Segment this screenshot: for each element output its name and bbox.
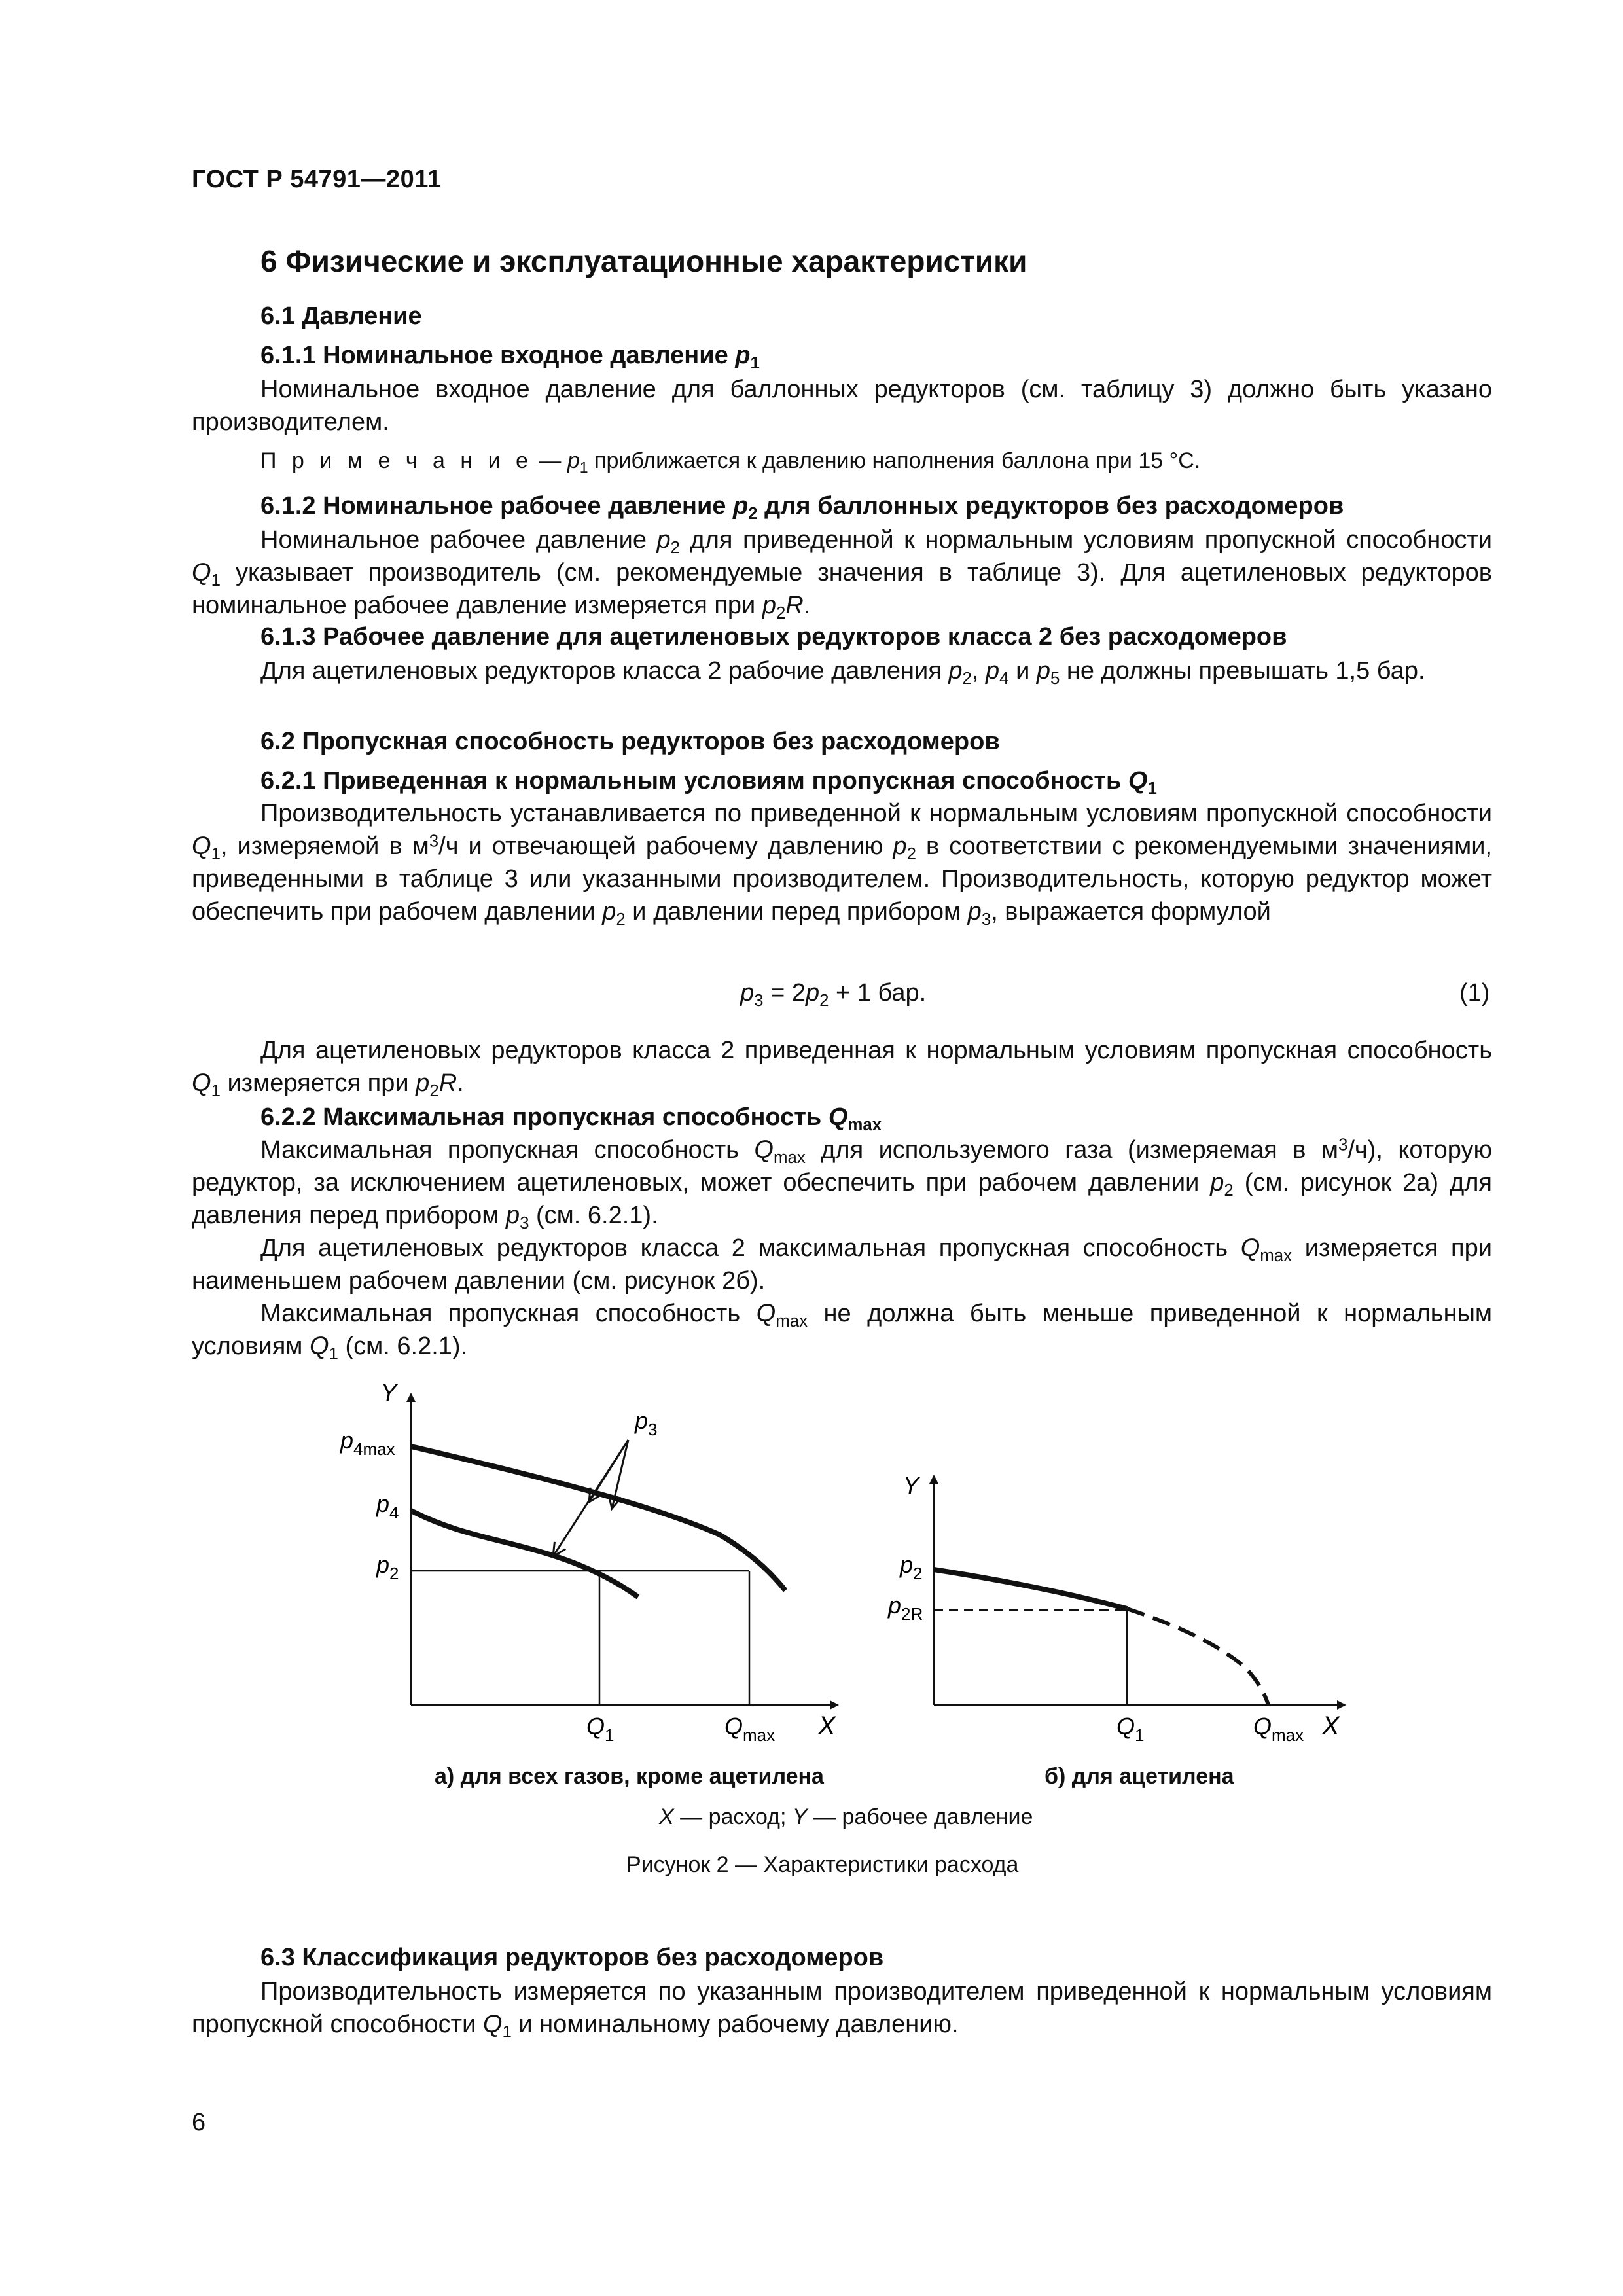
paragraph-6-2-2-c: Максимальная пропускная способность $Q_{max}$ не должна быть меньше приведенной к нормальным условиям $Q_1$ (см. 6.2.1). xyxy=(192,1300,1493,1363)
diagram-a-p3-label: $p_3$ xyxy=(635,1407,658,1439)
subsection-6-2-title: 6.2 Пропускная способность редукторов без расходомеров xyxy=(260,728,1000,755)
diagram-a-x-label: X xyxy=(818,1712,836,1740)
diagram-b-caption: б) для ацетилена xyxy=(1044,1764,1234,1789)
paragraph-6-1-1: Номинальное входное давление для баллонных редукторов (см. таблицу 3) должно быть указано производителем. xyxy=(192,376,1492,436)
subsection-6-1-2-title: 6.1.2 Номинальное рабочее давление $p_2$ для баллонных редукторов без расходомеров xyxy=(260,492,1344,523)
document-header: ГОСТ Р 54791—2011 xyxy=(192,166,442,193)
diagram-a-curve-p4max xyxy=(411,1446,785,1590)
formula-number: (1) xyxy=(1459,979,1490,1007)
diagram-b-curve-dashed xyxy=(1127,1609,1268,1705)
diagram-a-caption: а) для всех газов, кроме ацетилена xyxy=(435,1764,824,1789)
paragraph-6-2-2-a: Максимальная пропускная способность $Q_{max}$ для используемого газа (измеряемая в $м^3/ч$), которую редуктор, за исключением ацетиленовых, может обеспечить при рабочем давлении $p_2$ (см. рисунок 2а) для давления перед прибором $p_3$ (см. 6.2.1). xyxy=(192,1136,1493,1232)
diagram-b-qmax-label: $Q_{max}$ xyxy=(1253,1713,1304,1745)
diagram-b-x-label: X xyxy=(1322,1712,1340,1740)
diagram-b xyxy=(887,1472,1345,1745)
paragraph-6-2-2-b: Для ацетиленовых редукторов класса 2 максимальная пропускная способность $Q_{max}$ измеряется при наименьшем рабочем давлении (см. рисунок 2б). xyxy=(192,1234,1492,1295)
diagram-b-p2-label: $p_2$ xyxy=(900,1551,923,1583)
subsection-6-1-title: 6.1 Давление xyxy=(260,302,422,330)
subsection-6-2-1-title: 6.2.1 Приведенная к нормальным условиям пропускная способность $Q_1$ xyxy=(260,767,1157,798)
diagram-a-p2-label: $p_2$ xyxy=(376,1551,399,1583)
figure-title: Рисунок 2 — Характеристики расхода xyxy=(626,1852,1019,1877)
subsection-6-1-1-title: 6.1.1 Номинальное входное давление $p_1$ xyxy=(260,342,760,372)
diagram-b-y-label: Y xyxy=(903,1472,919,1499)
diagram-b-curve-solid xyxy=(934,1570,1127,1609)
subsection-6-1-3-title: 6.1.3 Рабочее давление для ацетиленовых редукторов класса 2 без расходомеров xyxy=(260,623,1287,651)
paragraph-6-2-1: Производительность устанавливается по приведенной к нормальным условиям пропускной способности $Q_1$, измеряемой в $м^3/ч$ и отвечающей рабочему давлению $p_2$ в соответствии с рекомендуемыми значениями, приведенными в таблице 3 или указанными производителем. Производительность, которую редуктор может обеспечить при рабочем давлении $p_2$ и давлении перед прибором $p_3$, выражается формулой xyxy=(192,800,1492,929)
diagram-b-p2r-label: $p_{2R}$ xyxy=(888,1592,923,1624)
diagram-a-q1-label: $Q_1$ xyxy=(586,1713,615,1745)
formula-1: $p_3 = 2p_2 + 1$ бар. xyxy=(740,979,927,1010)
paragraph-6-1-2: Номинальное рабочее давление $p_2$ для приведенной к нормальным условиям пропускной способности $Q_1$ указывает производитель (см. рекомендуемые значения в таблице 3). Для ацетиленовых редукторов номинальное рабочее давление измеряется при $p_2R$. xyxy=(192,526,1492,622)
diagram-a-curve-p4 xyxy=(411,1511,638,1597)
subsection-6-2-2-title: 6.2.2 Максимальная пропускная способность $Q_{max}$ xyxy=(260,1103,882,1134)
diagram-a-qmax-label: $Q_{max}$ xyxy=(724,1713,776,1745)
figure-legend: X — расход; Y — рабочее давление xyxy=(659,1804,1033,1829)
subsection-6-3-title: 6.3 Классификация редукторов без расходомеров xyxy=(260,1944,884,1971)
diagram-b-q1-label: $Q_1$ xyxy=(1116,1713,1145,1745)
diagram-a-y-label: Y xyxy=(381,1379,397,1406)
page-number: 6 xyxy=(192,2109,206,2136)
paragraph-6-2-1-acetylene: Для ацетиленовых редукторов класса 2 приведенная к нормальным условиям пропускная способность $Q_1$ измеряется при $p_2R$. xyxy=(192,1037,1492,1100)
diagram-a xyxy=(340,1379,838,1745)
diagram-a-p4-label: $p_4$ xyxy=(376,1490,399,1522)
paragraph-6-1-3: Для ацетиленовых редукторов класса 2 рабочие давления $p_2$, $p_4$ и $p_5$ не должны превышать 1,5 бар. xyxy=(260,657,1425,688)
note-6-1-1: П р и м е ч а н и е — $p_1$ приближается к давлению наполнения баллона при 15 °С. xyxy=(260,448,1201,476)
diagram-a-p4max-label: $p_{4max}$ xyxy=(340,1427,395,1459)
section-title: 6 Физические и эксплуатационные характеристики xyxy=(260,244,1027,278)
paragraph-6-3: Производительность измеряется по указанным производителем приведенной к нормальным условиям пропускной способности $Q_1$ и номинальному рабочему давлению. xyxy=(192,1978,1492,2041)
